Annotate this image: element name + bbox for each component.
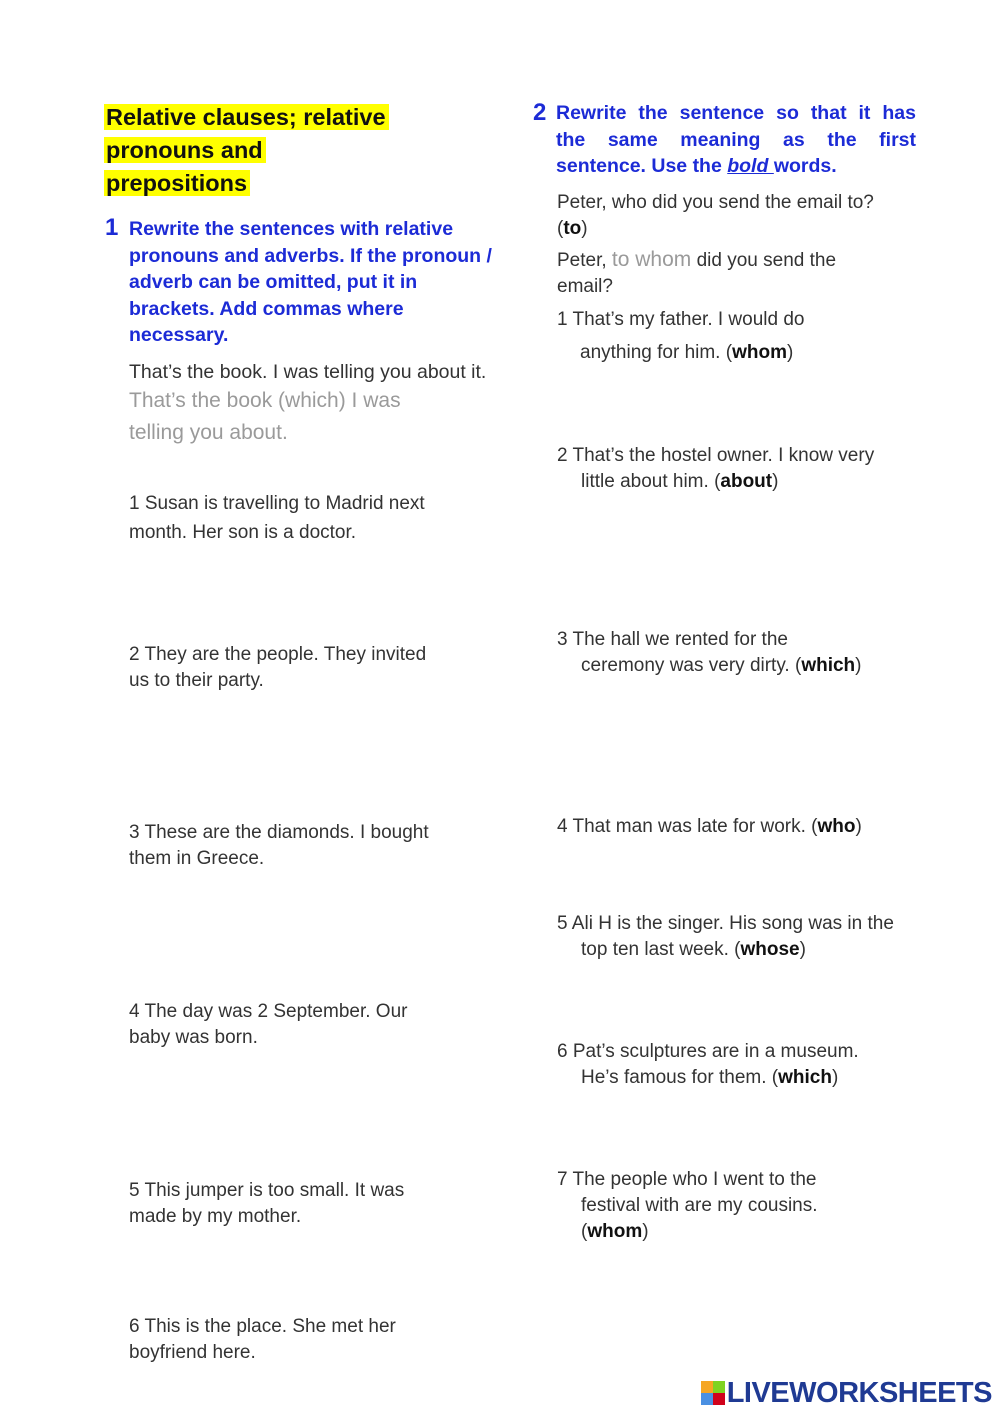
item-text: baby was born. [129, 1027, 258, 1048]
section-2-item-7 [557, 1167, 967, 1245]
item-keyword: whom [587, 1221, 643, 1242]
example-prompt-text: Peter, who did you send the email to? [557, 192, 874, 213]
title-line-2: pronouns and [104, 137, 266, 163]
section-2-instruction [556, 100, 916, 180]
item-text: 5 This jumper is too small. It was [129, 1180, 405, 1201]
item-text: little about him. ( [581, 471, 721, 492]
liveworksheets-logo[interactable] [701, 1376, 992, 1409]
example-keyword: to [563, 218, 582, 239]
page-title [104, 101, 434, 200]
item-text: 2 That’s the hostel owner. I know very [557, 445, 875, 466]
section-1-item-3 [129, 820, 509, 872]
item-text: anything for him. ( [580, 342, 733, 363]
example-answer-text: Peter, [557, 250, 612, 271]
item-text: month. Her son is a doctor. [129, 522, 357, 543]
item-text: 3 The hall we rented for the [557, 629, 788, 650]
item-keyword: about [720, 471, 773, 492]
item-text: 7 The people who I went to the [557, 1169, 817, 1190]
item-text: ) [799, 939, 806, 960]
item-keyword: whom [732, 342, 787, 363]
item-text: made by my mother. [129, 1206, 302, 1227]
item-text: ) [831, 1067, 839, 1088]
section-2-item-2 [557, 443, 967, 495]
item-keyword: who [817, 816, 856, 837]
item-text: ) [772, 471, 779, 492]
section-1-instruction: Rewrite the sentences with relative pronouns and adverbs. If the pronoun / adverb can be omitted, put it in brackets. Add commas where necessary. [129, 218, 492, 347]
item-keyword: which [801, 655, 856, 676]
item-text: boyfriend here. [129, 1342, 256, 1363]
item-text: 5 Ali H is the singer. His song was in the [557, 913, 894, 934]
example-answer-line-2: telling you about. [129, 421, 288, 444]
item-text: 3 These are the diamonds. I bought [129, 822, 429, 843]
item-text: ( [581, 1221, 588, 1242]
item-text: us to their party. [129, 670, 264, 691]
item-text: ) [855, 816, 862, 837]
section-2-item-6 [557, 1039, 967, 1091]
example-answer-text: email? [557, 276, 613, 297]
section-2-number: 2 [533, 99, 547, 126]
section-1-item-2 [129, 642, 509, 694]
section-1-example-prompt: That’s the book. I was telling you about it. [129, 361, 487, 383]
section-2-item-5 [557, 911, 977, 963]
item-text: ) [642, 1221, 649, 1242]
section-1-number: 1 [105, 214, 119, 241]
section-2-example-prompt: Peter, who did you send the email to? (to) [557, 192, 874, 239]
instruction-emphasis: bold [727, 155, 774, 178]
section-2-item-1 [557, 303, 957, 369]
instruction-text: sentence. Use the [556, 155, 728, 178]
title-line-1: Relative clauses; relative [104, 104, 389, 130]
section-1-item-5 [129, 1178, 509, 1230]
item-keyword: whose [740, 939, 800, 960]
item-text: He’s famous for them. ( [581, 1067, 779, 1088]
item-text: ) [786, 342, 794, 363]
instruction-line-1: Rewrite the sentence so that it has [556, 102, 916, 124]
item-text: 4 That man was late for work. ( [557, 816, 818, 837]
item-text: 2 They are the people. They invited [129, 644, 427, 665]
section-1-item-4 [129, 999, 509, 1051]
instruction-line-3 [556, 153, 916, 180]
item-text: 1 That’s my father. I would do [557, 309, 805, 330]
section-2-item-3 [557, 627, 967, 679]
section-2-item-4 [557, 814, 967, 840]
item-text: 4 The day was 2 September. Our [129, 1001, 408, 1022]
section-1-example-answer [129, 385, 509, 449]
item-keyword: which [778, 1067, 832, 1088]
section-2-example-answer [557, 247, 937, 300]
logo-text: LIVEWORKSHEETS [726, 1376, 992, 1409]
item-text: festival with are my cousins. [581, 1195, 818, 1216]
example-answer-line-1: That’s the book (which) I was [129, 389, 401, 412]
example-answer-fill: to whom [611, 248, 692, 271]
logo-mark-icon [701, 1381, 725, 1405]
item-text: ceremony was very dirty. ( [581, 655, 802, 676]
section-1-item-6 [129, 1314, 509, 1366]
item-text: 6 This is the place. She met her [129, 1316, 396, 1337]
item-text: ) [855, 655, 862, 676]
item-text: them in Greece. [129, 848, 265, 869]
item-text: top ten last week. ( [581, 939, 741, 960]
section-1-item-1 [129, 489, 509, 547]
item-text: 1 Susan is travelling to Madrid next [129, 493, 425, 514]
instruction-line-2: the same meaning as the first [556, 128, 916, 151]
example-answer-text: did you send the [691, 250, 837, 271]
title-line-3: prepositions [104, 170, 250, 196]
item-text: 6 Pat’s sculptures are in a museum. [557, 1041, 859, 1062]
instruction-text: words. [773, 155, 837, 178]
